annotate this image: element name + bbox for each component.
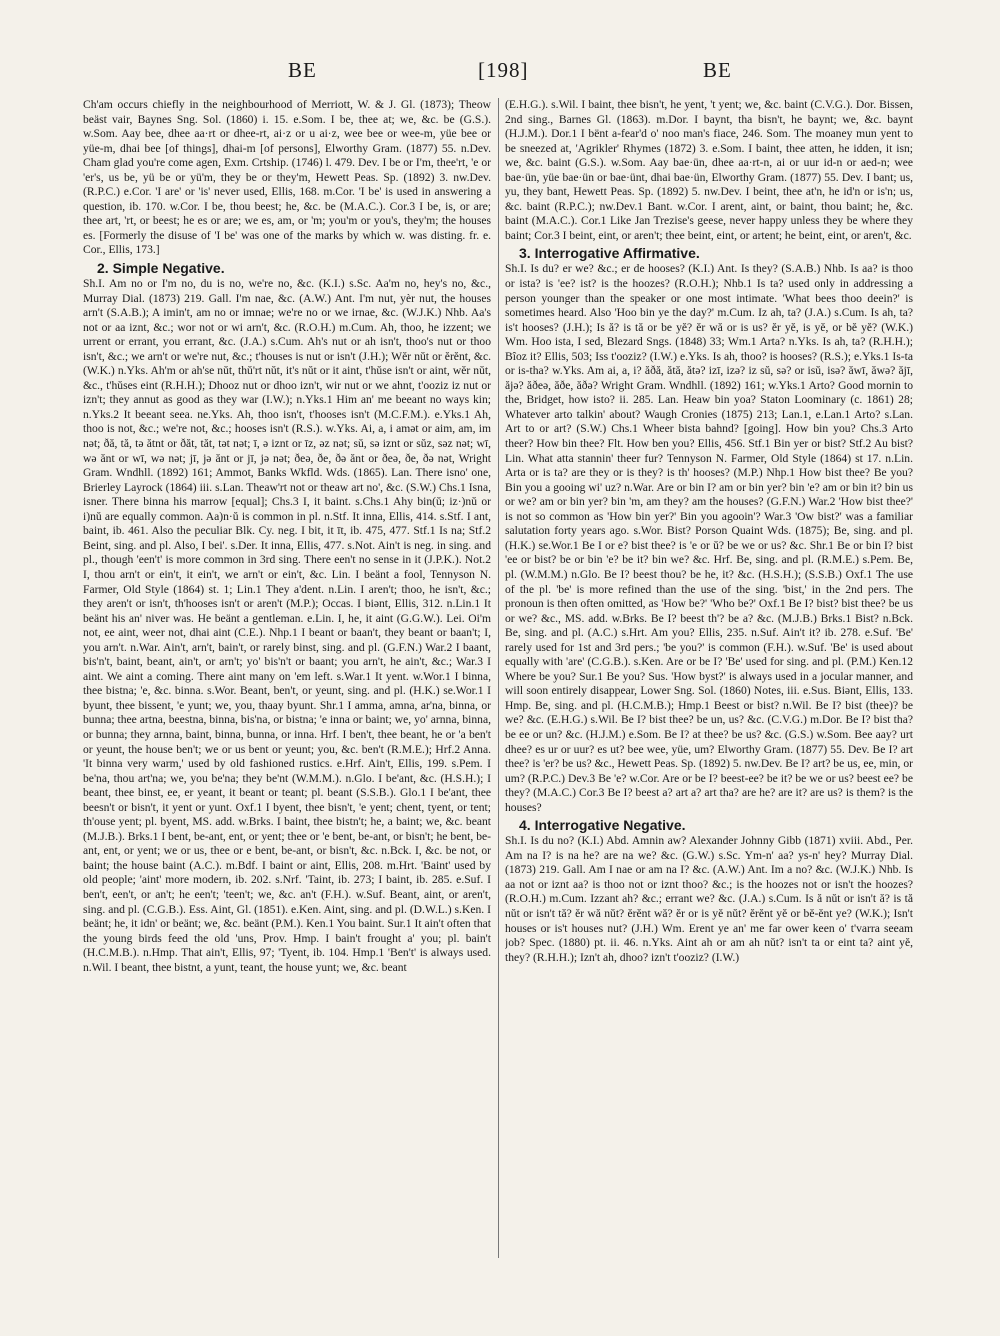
paragraph-interrogative-negative: Sh.I. Is du no? (K.I.) Abd. Amnin aw? Alexander Johnny Gibb (1871) xviii. Abd., Per. Am na I? is na he? are na we? &c. (G.W.) s.Sc. Ym-n' aa? ys-n' hey? Murray Dial. (1873) 219. Gall. Am I nae or am na I? &c. (A.W.) Ant. Im a no? &c. (W.J.K.) Nhb. Is aa not or iznt aa? is thoo not or iznt thoo? &c.; is the hoozes not or isn't the hoozes? (R.O.H.) m.Cum. Izzant ah? &c.; errant we? &c. (J.A.) s.Cum. Is ă nŭt or isn't ă? is tă nŭt or isn't tă? ĕr wă nŭt? ĕrĕnt wă? ĕr or is yĕ nŭt? ĕrĕnt yĕ or bĕ-ĕnt ye? (W.K.); Isn't houses or is't houses nut? (J.H.) Wm. Erent ye an' me far ower keen o' t'varra seeam job? Spec. (1880) pt. ii. 46. n.Yks. Aint ah or am ah nŭt? isn't ta or eint ta? aint yĕ, they? (R.H.H.); Izn't ah, dhoo? izn't t'ooziz? (I.W.) [505, 834, 913, 964]
page-number: [198] [478, 58, 529, 82]
section-heading-interrogative-negative: 4. Interrogative Negative. [519, 817, 686, 834]
text-columns [83, 98, 913, 1258]
section-heading-interrogative-affirmative: 3. Interrogative Affirmative. [519, 245, 700, 262]
page-header [83, 58, 909, 88]
right-column [505, 98, 913, 1258]
column-divider [498, 98, 499, 1258]
running-headword-right: BE [703, 58, 732, 82]
paragraph-interrogative-affirmative: Sh.I. Is du? er we? &c.; er de hooses? (K.I.) Ant. Is they? (S.A.B.) Nhb. Is aa? is thoo or ista? is 'ee? ist? is the hoozes? (R.O.H.); Nhb.1 Is ta? used only in addressing a person younger than the speaker or one most intimate. 'What bees thoo deein?' is sometimes heard. Also 'Hoo bin ye the day?' m.Cum. Iz ah, ta? (J.A.) s.Cum. Is ah, ta? is't hooses? (J.H.); Is ă? is tă or be yĕ? ĕr wă or is us? ĕr yĕ, is yĕ, or bĕ yĕ? (W.K.) Wm. Hoo ista, I sed, Blezard Sngs. (1848) 33; Wm.1 Arta? n.Yks. Is ah, ta? (R.H.H.); Bîoz it? Ellis, 503; Iss t'ooziz? (I.W.) e.Yks. Is ah, thoo? is hooses? (R.S.); e.Yks.1 Is-ta or is-tha? w.Yks. Am ai, a, i? ăðă, ătă, ătə? izī, izə? iz sŭ, sə? or isŭ, isə? ăwī, ăwə? ăjī, ăjə? ăðeə, ăðe, ăðə? Wright Gram. Wndhll. (1892) 161; w.Yks.1 Arto? Good mornin to the, Bridget, how isto? ii. 285. Lan. Heaw bin yoa? Staton Loominary (c. 1861) 28; Whatever arto talkin' about? Waugh Cronies (1875) 213; Lan.1, e.Lan.1 Arto? s.Lan. Art to or art? (S.W.) Chs.1 Wheer bista bahnd? [going]. How bin you? Chs.3 Arto theer? How bin thee? Flt. How ben you? Ellis, 456. Stf.1 Bin yer or bist? Stf.2 Au bist? Lin. What atta stannin' theer fur? Tennyson N. Farmer, Old Style (1864) st 17. n.Lin. Arta or is ta? are they or is they? is th' hooses? (M.P.) Nhp.1 How bist thee? Be you? Bin you a gooing wi' uz? n.War. Are or bin I? am or bin yer? bin 'e? am or bin it? bin us or we? am or bin yer? bin 'm, am they? am the houses? (G.F.N.) War.2 'How bist thee?' is not so common as 'How bin yer?' Bin you agooin'? War.3 'Ow bist?' was a familiar salutation forty years ago. s.Wor. Bist? Porson Quaint Wds. (1875); Be, sing. and pl. (H.K.) se.Wor.1 Be I or e? bist thee? is 'e or ŭ? be we or us? &c. Shr.1 Be or bin I? bist 'ee or bist? be or bin 'e? be it? bin we? &c. Hrf. Be, sing. and pl. (R.M.E.) s.Pem. Be, pl. (W.M.M.) n.Glo. Be I? beest thou? be he, it? &c. (H.S.H.); (S.S.B.) Oxf.1 The use of the pl. 'be' is more refined than the use of the sing. 'bist,' in the 2nd pers. The pronoun is then often omitted, as 'How be?' 'Who be?' Oxf.1 Be I? bist? bist thee? be us or we? &c., MS. add. w.Brks. Be I? beest th'? be a? &c. (M.J.B.) Brks.1 Bist? n.Bck. Be, sing. and pl. (A.C.) s.Hrt. Am you? Ellis, 235. n.Suf. Ain't it? ib. 278. e.Suf. 'Be' rarely used for 1st and 3rd pers.; 'be you?' is common (F.H.). w.Suf. 'Be' is used about equally with 'are' (C.G.B.). s.Ken. Are or be I? 'Be' used for sing. and pl. (P.M.) Ken.12 Where be you? Sur.1 Be you? Sus. 'How byst?' is always used in a jocular manner, and will soon entirely disappear, Lower Sng. Sol. (1860) Notes, iii. e.Sus. Biənt, Ellis, 133. Hmp. Be, sing. and pl. (H.C.M.B.); Hmp.1 Beest or bist? n.Wil. Be I? bist (thee)? be we? &c. (E.H.G.) s.Wil. Be I? bist thee? be un, us? &c. (C.V.G.) m.Dor. Be I? bist tha? be ee or un? &c. (H.J.M.) e.Som. Be I? at thee? be us? &c. (G.S.) w.Som. Bee aay? urt dhee? es ur or uur? es ut? bee wee, yüe, um? Elworthy Gram. (1877) 55. Dev. Be I? art thee? is 'er? be us? &c., Hewett Peas. Sp. (1892) 5. nw.Dev. Be I? art? be us, ee, min, or um? (R.P.C.) Dev.3 Be 'e? w.Cor. Are or be I? beest-ee? be it? be we or us? beest ee? be they? (M.A.C.) Cor.3 Be I? beest a? art a? art tha? are he? are it? are us? is them? is the houses? [505, 262, 913, 814]
left-column [83, 98, 491, 1258]
paragraph-affirmative-continued: Ch'am occurs chiefly in the neighbourhood of Merriott, W. & J. Gl. (1873); Theow beäst vair, Baynes Sng. Sol. (1860) i. 15. e.Som. I be, thee at; we, &c. be (G.S.). w.Som. Aay bee, dhee aa·rt or dhee-rt, ai·z or u ai·z, wee bee or wee-m, yüe bee or yüe-m, dhai bee [of things], dhai-m [of persons], Elworthy Gram. (1877) 55. n.Dev. Cham glad you're come agen, Exm. Crtship. (1746) l. 479. Dev. I be or I'm, thee'rt, 'e or 'er's, us be, yü be or yü'm, they be or they'm, Hewett Peas. Sp. (1892) 3. nw.Dev. (R.P.C.) e.Cor. 'I are' or 'is' never used, Ellis, 168. m.Cor. 'I be' is used in answering a question, ib. 170. w.Cor. I be, thou beest; he, &c. be (M.A.C.). Cor.3 I be, is, or are; thee art, 'rt, or beest; he es or are; we es, am, or 'm; you'm or you's, they'm; the houses es. [Formerly the disuse of 'I be' was one of the marks by which w. was disting. fr. e. Cor., Ellis, 173.] [83, 98, 491, 257]
paragraph-simple-negative: Sh.I. Am no or I'm no, du is no, we're no, &c. (K.I.) s.Sc. Aa'm no, hey's no, &c., Murray Dial. (1873) 219. Gall. I'm nae, &c. (A.W.) Ant. I'm nut, yèr nut, the houses arn't (S.A.B.); A imin't, am no or imnae; we're no or we irnae, &c. (W.J.K.) Nhb. Aa's not or aa iznt, &c.; wor not or wi arn't, &c. (R.O.H.) m.Cum. Ah, thoo, he izzent; we urrent or errant, you errant, &c. (J.A.) s.Cum. Ah's nut or ah isn't, thoo's nut or thoo isn't, &c.; we arn't or we're nut, &c.; t'houses is nut or isn't (J.H.); Wĕr nŭt or ĕrĕnt, &c. (W.K.) n.Yks. Ah'm or ah'se nŭt, thŭ'rt nŭt, it's nŭt or it aint, t'hŭse isn't or aint, wĕr nŭt, &c., t'hŭses eint (R.H.H.); Dhooz nut or dhoo izn't, wir nut or we ahnt, t'ooziz iz nut or izn't; they annut as good as they war (I.W.); n.Yks.1 Him an' me beeant no ways kin; n.Yks.2 It beeant seea. ne.Yks. Ah, thoo isn't, t'hooses isn't (M.C.F.M.). e.Yks.1 Ah, thoo is not, &c.; we're not, &c.; hooses isn't (R.S.). w.Yks. Ai, a, i amət or aim, am, im nət; ðă, tă, tə ătnt or ðăt, tăt, tət nət; ī, ə iznt or īz, əz nət; sŭ, sə iznt or sŭz, səz nət; wī, wə ănt or wī, wə nət; jī, jə ănt or jī, jə nət; ðeə, ðe, ðə ănt or ðeə, ðe, ðə nət, Wright Gram. Wndhll. (1892) 161; Ammot, Banks Wkfld. Wds. (1865). Lan. There isno' one, Brierley Layrock (1864) iii. s.Lan. Theaw'rt not or theaw art no', &c. (S.W.) Chs.1 Isna, isner. There binna his marrow [equal]; Chs.3 I, it baint. s.Chs.1 Ahy bin(ŭ; iz·)nŭ or i)nŭ are equally common. Aa)n·ŭ is common in pl. n.Stf. It inna, Ellis, 414. s.Stf. I ant, baint, ib. 461. Also the peculiar Blk. Cy. neg. I bit, it īt, ib. 475, 477. Stf.1 Is na; Stf.2 Beint, sing. and pl. Also, I bei'. s.Der. It inna, Ellis, 477. s.Not. Ain't is neg. in sing. and pl., though 'een't' is more common in 3rd sing. There een't no sense in it (J.P.K.). Not.2 I, thou arn't or ein't, it ein't, we arn't or ein't, &c. Lin. I beänt a fool, Tennyson N. Farmer, Old Style (1864) st. 1; Lin.1 They a'dent. n.Lin. I aren't; thoo, he isn't, &c.; they aren't or isn't, th'hooses isn't or aren't (M.P.); Occas. I biənt, Ellis, 312. n.Lin.1 It beänt his an' niver was. He beänt a gentleman. e.Lin. I, he, it aint (G.G.W.). Lei. Oi'm not, ee aint, weer not, dhai aint (C.E.). Nhp.1 I beant or baan't, they beant or baan't; I, you arn't. n.War. Ain't, arn't, bain't, or rarely binst, sing. and pl. (G.F.N.) War.2 I baant, bis'n't, baint, beant, ain't, or arn't; yo' bis'n't or baant; you arn't, he ain't, &c.; War.3 I aint. We aint a coming. There aint many on 'em left. s.War.1 It yent. w.Wor.1 I binna, thee bistna; 'e, &c. binna. s.Wor. Beant, ben't, or yeunt, sing. and pl. (H.K.) se.Wor.1 I byunt, thee bissent, 'e yunt; we, you, thaay byunt. Shr.1 I amma, amna, ar'na, binna, or bunna; thee artna, beestna, binna, bis'na, or bistna; 'e inna or baint; we, yo' arnna, binna, or bunna; they arnna, baint, binna, bunna, or inna. Hrf. I ben't, thee beant, he or 'a ben't or yeunt, the house ben't; we or us bent or yeunt; you, &c. ben't (R.M.E.); Hrf.2 Anna. 'It binna very warm,' used by old fashioned rustics. e.Hrf. Ain't, Ellis, 199. s.Pem. I be'na, thou art'na; we, you be'na; they be'nt (W.M.M.). n.Glo. I be'ant, &c. (H.S.H.); I beant, thee binst, ee, er yeant, it beant or teant; pl. beant (S.S.B.). Glo.1 I be'ant, thee beesn't or bisn't, it yent or yunt. Oxf.1 I byent, thee bisn't, 'e yent; chent, tyent, or tent; th'ouse yent; pl. byent, MS. add. w.Brks. I baint, thee bistn't; he, a baint; we, &c. beant (M.J.B.). Brks.1 I bent, be-ant, ent, or yent; thee or 'e bent, be-ant, or bisn't; he bent, be-ant, ent, or yent; we or us, thee or e bent, be-ant, or bisn't, &c. n.Bck. I, &c. be not, or baint; the house baint (A.C.). m.Bdf. I baint or aint, Ellis, 208. m.Hrt. 'Baint' used by old people; 'aint' more modern, ib. 202. s.Nrf. 'Taint, ib. 273; I baint, ib. 285. e.Suf. I ben't, een't, or an't; he een't; 'teen't; we, &c. an't (F.H.). w.Suf. Beant, aint, or aren't, sing. and pl. (C.G.B.). Ess. Aint, Gl. (1851). e.Ken. Aint, sing. and pl. (D.W.L.) s.Ken. I beänt; he, it idn' or beänt; we, &c. beänt (P.M.). Ken.1 You baint. Sur.1 It ain't often that the young birds feed the old 'uns, Prov. Hmp. I bain't frought a' you; pl. bain't (H.C.M.B.). n.Hmp. That ain't, Ellis, 97; 'Tyent, ib. 104. Hmp.1 'Ben't' is always used. n.Wil. I beant, thee bistnt, a yunt, teant, the house yunt; we, &c. beant [83, 277, 491, 974]
paragraph-simple-negative-continued: (E.H.G.). s.Wil. I baint, thee bisn't, he yent, 't yent; we, &c. baint (C.V.G.). Dor. Bissen, 2nd sing., Barnes Gl. (1863). m.Dor. I baynt, tha bisn't, he baynt; we, &c. baynt (H.J.M.). Dor.1 I bënt a-fear'd o' noo man's fiace, 246. Som. The moaney mun yent to be sneezed at, 'Agrikler' Rhymes (1872) 3. e.Som. I baint, thee atten, he idden, it isn; we, &c. baint (G.S.). w.Som. Aay bae·ün, dhee aa·rt-n, ai or uur id-n or aed-n; wee bae·ün, yüe bae·ün or bae·ünt, dhai bae·ün, Elworthy Gram. (1877) 55. Dev. I bant; us, yu, they bant, Hewett Peas. Sp. (1892) 5. nw.Dev. I beint, thee at'n, he id'n or is'n; us, &c. baint (R.P.C.); nw.Dev.1 Bant. w.Cor. I arent, aint, or baint, thou baint; he, &c. baint (M.A.C.). Cor.1 Like Jan Trezise's geese, never happy unless they be where they baint; Cor.3 I beint, eint, or aren't; thee beint, eint, or artent; he beint, eint, or aren't, &c. [505, 98, 913, 242]
section-heading-simple-negative: 2. Simple Negative. [97, 260, 225, 277]
running-headword-left: BE [288, 58, 317, 82]
